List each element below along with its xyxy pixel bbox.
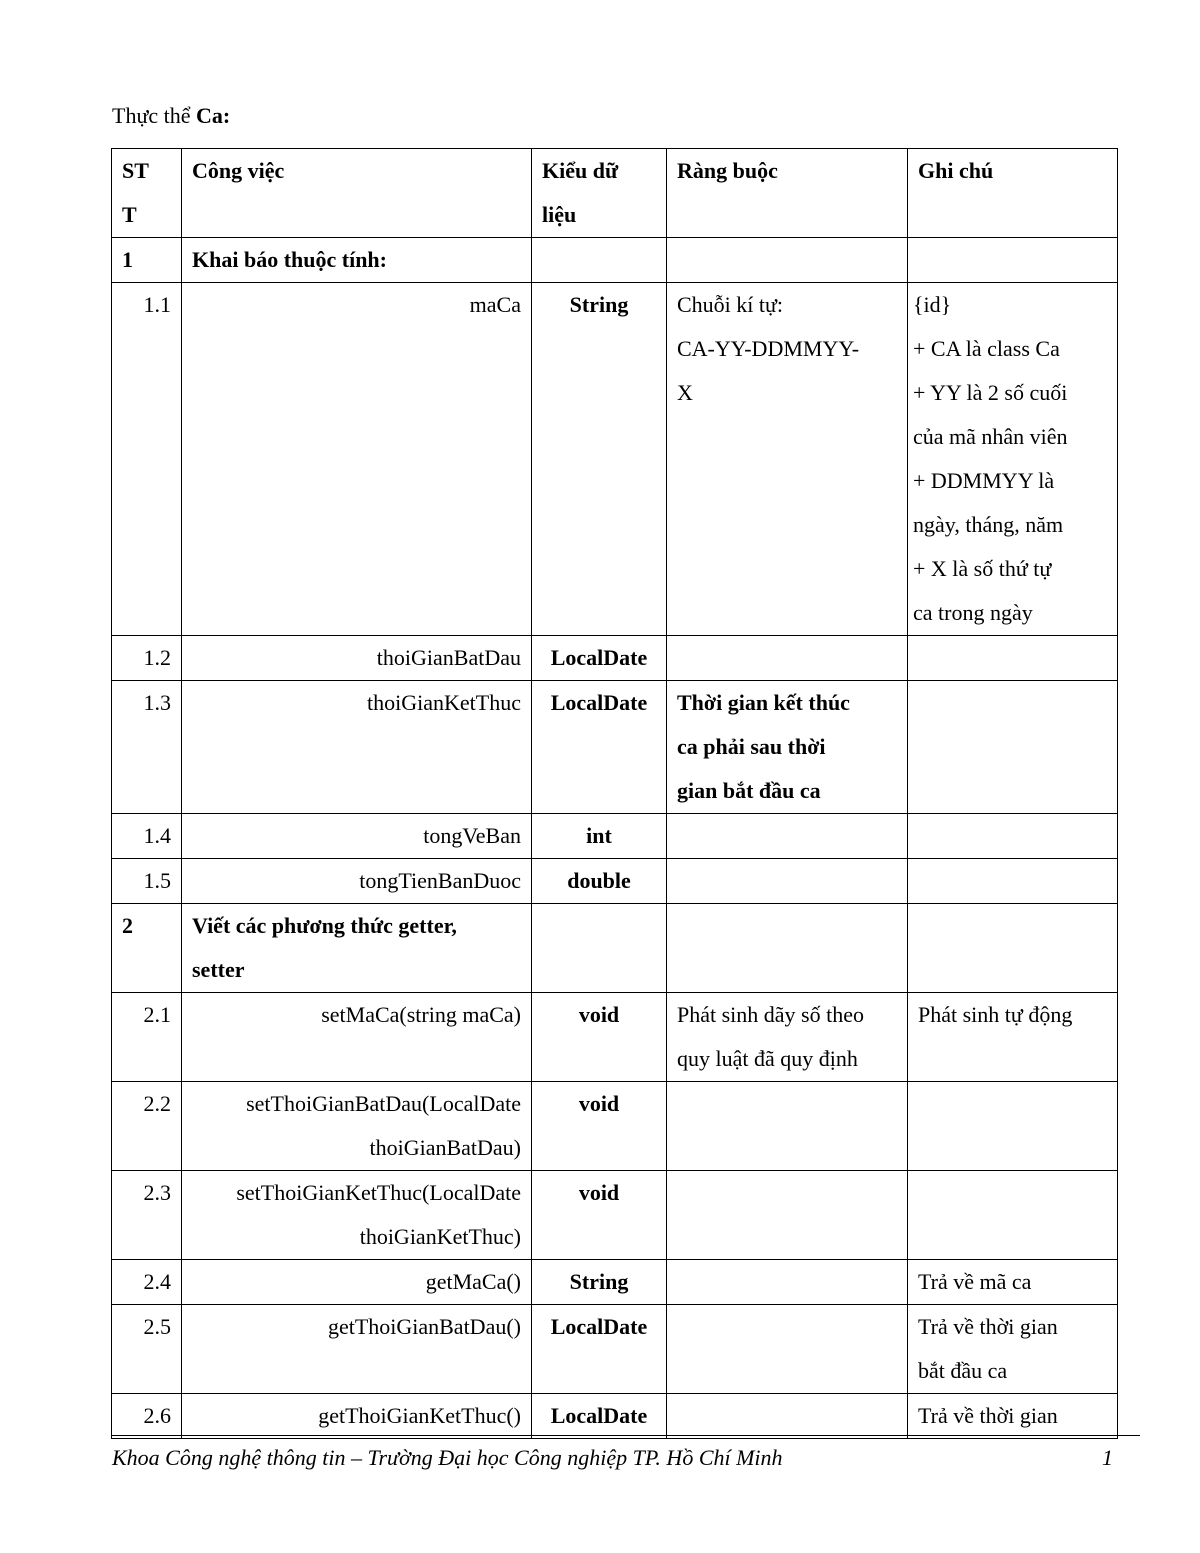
row-type xyxy=(532,238,667,283)
row-type: void xyxy=(532,1082,667,1171)
row-type: LocalDate xyxy=(532,636,667,681)
row-stt: 2.5 xyxy=(112,1305,182,1394)
row-note xyxy=(908,859,1118,904)
row-work: getMaCa() xyxy=(182,1260,532,1305)
row-note: {id} + CA là class Ca + YY là 2 số cuối của mã nhân viên + DDMMYY là ngày, tháng, năm + X là số thứ tự ca trong ngày xyxy=(908,283,1118,636)
row-constraint xyxy=(667,859,908,904)
table-row xyxy=(112,1394,1118,1439)
row-constraint: Chuỗi kí tự: CA-YY-DDMMYY- X xyxy=(667,283,908,636)
row-type: LocalDate xyxy=(532,1394,667,1439)
row-type: void xyxy=(532,1171,667,1260)
table-header-row xyxy=(112,149,1118,238)
row-note: Phát sinh tự động xyxy=(908,993,1118,1082)
row-work: setThoiGianBatDau(LocalDate thoiGianBatDau) xyxy=(182,1082,532,1171)
row-note xyxy=(908,238,1118,283)
row-stt: 1.5 xyxy=(112,859,182,904)
table-row xyxy=(112,1260,1118,1305)
heading-entity: Ca: xyxy=(196,103,231,128)
row-constraint xyxy=(667,1171,908,1260)
row-constraint: Thời gian kết thúc ca phải sau thời gian bắt đầu ca xyxy=(667,681,908,814)
table-row xyxy=(112,859,1118,904)
entity-spec-table xyxy=(111,148,1118,1439)
row-work: setThoiGianKetThuc(LocalDate thoiGianKetThuc) xyxy=(182,1171,532,1260)
row-work: thoiGianKetThuc xyxy=(182,681,532,814)
row-stt: 1.1 xyxy=(112,283,182,636)
table-row xyxy=(112,993,1118,1082)
row-note xyxy=(908,1171,1118,1260)
table-row xyxy=(112,238,1118,283)
row-work: getThoiGianKetThuc() xyxy=(182,1394,532,1439)
row-constraint xyxy=(667,814,908,859)
row-note xyxy=(908,814,1118,859)
row-work: getThoiGianBatDau() xyxy=(182,1305,532,1394)
row-work: thoiGianBatDau xyxy=(182,636,532,681)
row-note: Trả về thời gian bắt đầu ca xyxy=(908,1305,1118,1394)
row-stt: 2.6 xyxy=(112,1394,182,1439)
row-type: String xyxy=(532,283,667,636)
row-stt: 2.3 xyxy=(112,1171,182,1260)
row-type: int xyxy=(532,814,667,859)
row-work: Khai báo thuộc tính: xyxy=(182,238,532,283)
row-note xyxy=(908,636,1118,681)
row-stt: 1.2 xyxy=(112,636,182,681)
row-note: Trả về mã ca xyxy=(908,1260,1118,1305)
row-constraint xyxy=(667,636,908,681)
row-work: tongVeBan xyxy=(182,814,532,859)
row-stt: 1.3 xyxy=(112,681,182,814)
row-stt: 2.2 xyxy=(112,1082,182,1171)
footer-divider xyxy=(112,1435,1140,1436)
row-type: String xyxy=(532,1260,667,1305)
row-constraint xyxy=(667,1260,908,1305)
row-constraint xyxy=(667,904,908,993)
heading-prefix: Thực thể xyxy=(112,103,191,128)
row-stt: 1.4 xyxy=(112,814,182,859)
row-note xyxy=(908,1082,1118,1171)
table-row xyxy=(112,1171,1118,1260)
row-constraint xyxy=(667,1305,908,1394)
row-note xyxy=(908,904,1118,993)
row-work: Viết các phương thức getter, setter xyxy=(182,904,532,993)
table-row xyxy=(112,636,1118,681)
row-work: setMaCa(string maCa) xyxy=(182,993,532,1082)
row-type: LocalDate xyxy=(532,1305,667,1394)
table-row xyxy=(112,814,1118,859)
section-heading xyxy=(112,101,230,131)
row-type: double xyxy=(532,859,667,904)
table-row xyxy=(112,1305,1118,1394)
row-constraint: Phát sinh dãy số theo quy luật đã quy định xyxy=(667,993,908,1082)
table-row xyxy=(112,1082,1118,1171)
row-type: LocalDate xyxy=(532,681,667,814)
header-stt: ST T xyxy=(112,149,182,238)
page-number: 1 xyxy=(1102,1445,1113,1470)
table-row xyxy=(112,681,1118,814)
header-note: Ghi chú xyxy=(908,149,1118,238)
row-stt: 2.1 xyxy=(112,993,182,1082)
row-stt: 2 xyxy=(112,904,182,993)
row-note: Trả về thời gian xyxy=(908,1394,1118,1439)
table-row xyxy=(112,283,1118,636)
row-constraint xyxy=(667,238,908,283)
row-work: maCa xyxy=(182,283,532,636)
row-stt: 1 xyxy=(112,238,182,283)
row-note xyxy=(908,681,1118,814)
header-work: Công việc xyxy=(182,149,532,238)
row-constraint xyxy=(667,1082,908,1171)
row-type xyxy=(532,904,667,993)
header-constraint: Ràng buộc xyxy=(667,149,908,238)
row-type: void xyxy=(532,993,667,1082)
table-row xyxy=(112,904,1118,993)
row-constraint xyxy=(667,1394,908,1439)
footer-institution: Khoa Công nghệ thông tin – Trường Đại học Công nghiệp TP. Hồ Chí Minh xyxy=(112,1445,783,1470)
row-work: tongTienBanDuoc xyxy=(182,859,532,904)
row-stt: 2.4 xyxy=(112,1260,182,1305)
header-type: Kiểu dữ liệu xyxy=(532,149,667,238)
